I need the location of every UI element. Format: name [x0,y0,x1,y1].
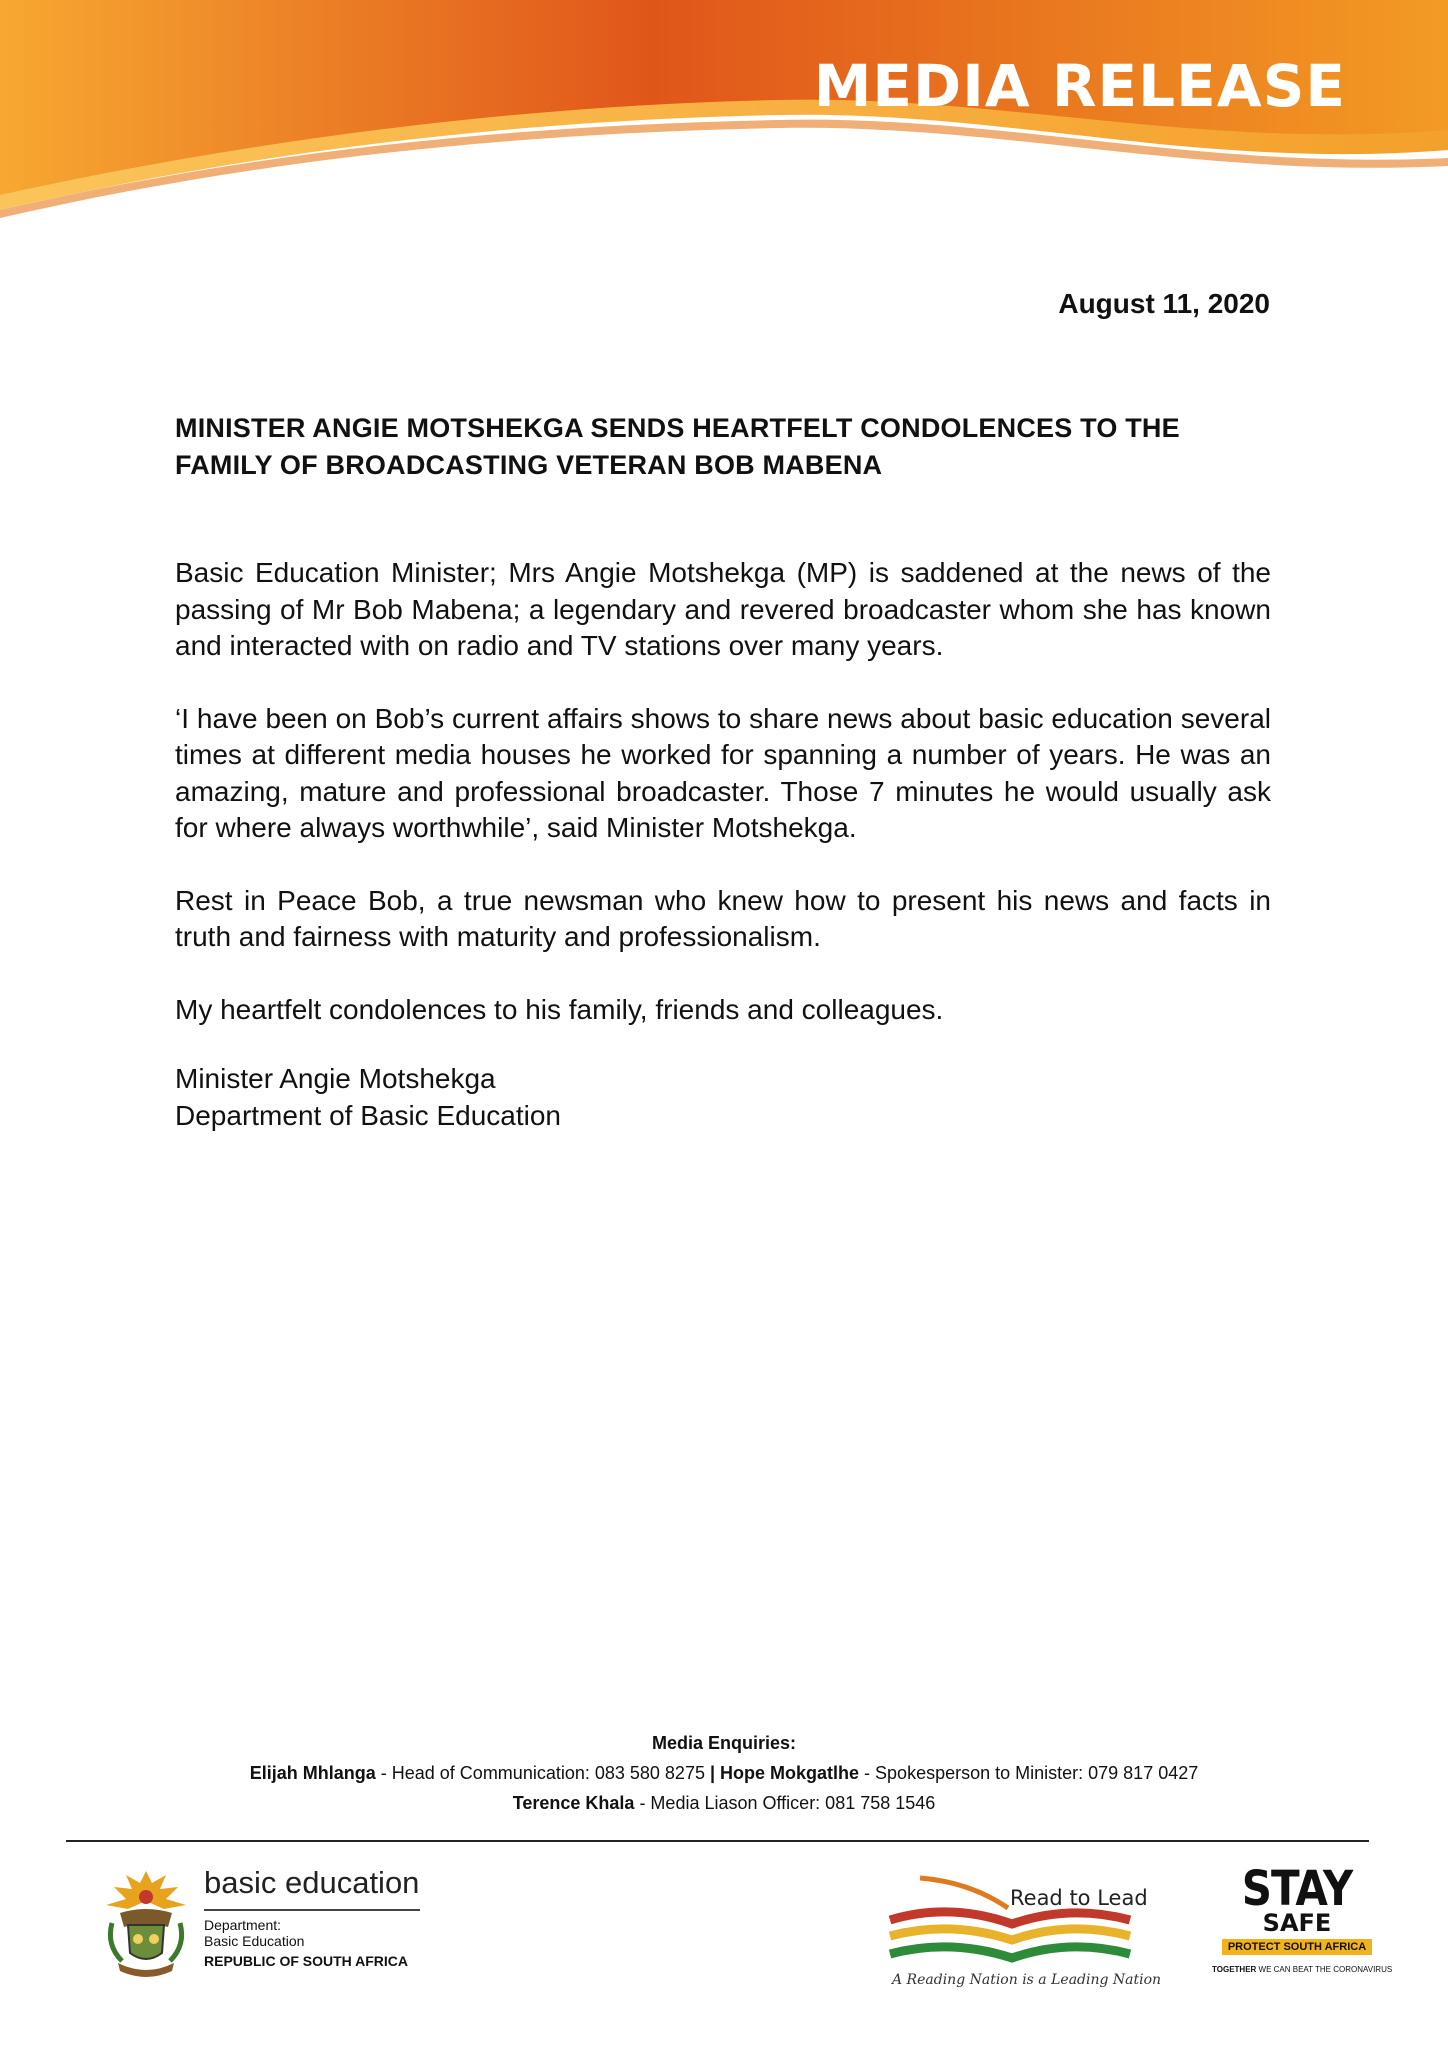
contact-detail: - Media Liason Officer: 081 758 1546 [634,1793,936,1813]
dbe-republic: REPUBLIC OF SOUTH AFRICA [204,1953,409,1969]
body-paragraph-1: Basic Education Minister; Mrs Angie Motshekga (MP) is saddened at the news of the passing of Mr Bob Mabena; a legendary and revered broadcaster whom she has known and interacted with on radio and TV stations over many years. [175,557,1271,661]
contact-detail: - Spokesperson to Minister: 079 817 0427 [859,1763,1199,1783]
contact-name: Hope Mokgatlhe [715,1763,860,1783]
body-paragraph-3: Rest in Peace Bob, a true newsman who knew how to present his news and facts in truth and fairness with maturity and professionalism. [175,884,1271,952]
body-paragraph-4: My heartfelt condolences to his family, friends and colleagues. [175,993,944,1025]
contact-name: Elijah Mhlanga [249,1763,376,1783]
signature-block [175,1061,561,1134]
read-to-lead-title: Read to Lead [1010,1886,1148,1910]
footer-divider [66,1840,1369,1842]
contact-separator: | [709,1763,716,1783]
release-date: August 11, 2020 [1058,288,1270,319]
enquiries-row-1 [0,1758,1448,1788]
coat-of-arms-icon [98,1865,194,1977]
contact-name: Terence Khala [512,1793,635,1813]
signature-department: Department of Basic Education [175,1099,561,1131]
headline-line-1: MINISTER ANGIE MOTSHEKGA SENDS HEARTFELT CONDOLENCES TO THE [175,413,1180,443]
read-to-lead-tagline: A Reading Nation is a Leading Nation [892,1972,1162,1988]
safe-word: SAFE [1262,1909,1332,1937]
read-to-lead-logo [880,1868,1162,1988]
dbe-logo [98,1865,428,1977]
stay-safe-slogan [1212,1965,1393,1974]
media-enquiries [0,1728,1448,1818]
headline-line-2: FAMILY OF BROADCASTING VETERAN BOB MABENA [175,450,883,480]
slogan-rest: WE CAN BEAT THE CORONAVIRUS [1256,1965,1393,1974]
release-body [175,555,1271,1064]
stay-safe-logo [1212,1860,1393,1993]
slogan-bold: TOGETHER [1212,1965,1257,1974]
signature-name: Minister Angie Motshekga [175,1063,496,1094]
body-paragraph-2: ‘I have been on Bob’s current affairs shows to share news about basic education several times at different media houses he worked for spanning a number of years. He was an amazing, mature and professional broadcaster. Those 7 minutes he would usually ask for where always worthwhile’, said Minister Motshekga. [175,702,1271,843]
dbe-department [204,1917,304,1949]
dbe-name: basic education [204,1865,420,1900]
media-release-title: MEDIA RELEASE [813,52,1346,120]
dbe-sub-line-1: Department: [204,1917,282,1933]
dbe-underline [204,1909,420,1911]
dbe-sub-line-2: Basic Education [204,1933,305,1949]
header-banner [0,0,1448,230]
enquiries-heading: Media Enquiries: [651,1733,797,1753]
headline [175,410,1271,484]
contact-detail: - Head of Communication: 083 580 8275 [375,1763,710,1783]
protect-south-africa-band: PROTECT SOUTH AFRICA [1222,1939,1372,1955]
stay-word: STAY [1241,1860,1353,1917]
enquiries-row-2 [0,1788,1448,1818]
